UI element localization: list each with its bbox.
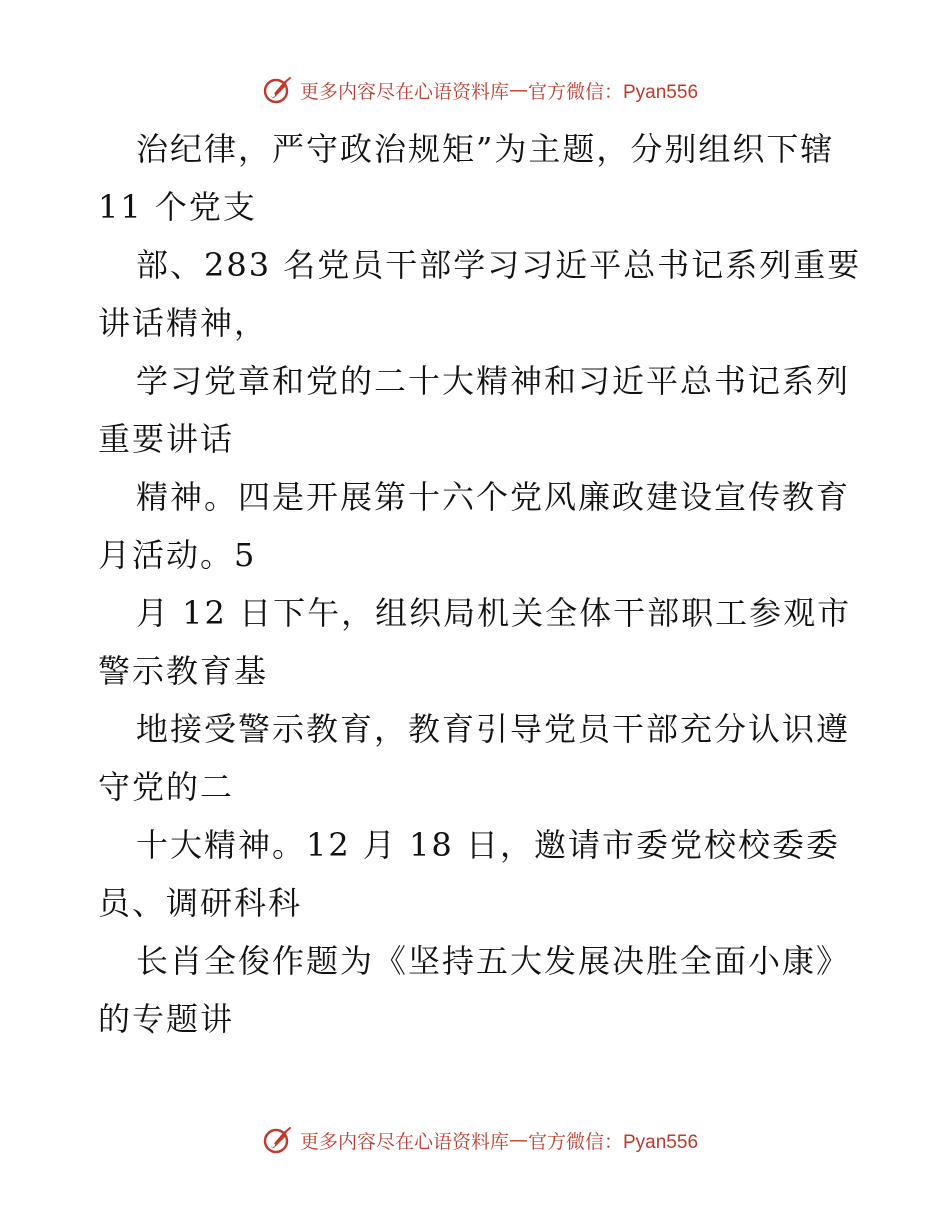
- body-line-16: 的专题讲: [98, 1000, 235, 1038]
- footer-banner-content: [262, 1124, 698, 1156]
- header-site-text: 更多内容尽在心语资料库: [299, 80, 509, 103]
- footer-separator: —: [509, 1129, 528, 1151]
- pen-nib-logo-icon: [262, 74, 294, 106]
- body-line-5: 学习党章和党的二十大精神和习近平总书记系列: [136, 362, 851, 400]
- body-line-2: 11 个党支: [98, 188, 257, 226]
- body-line-14: 员、调研科科: [98, 884, 303, 922]
- document-body: [98, 120, 862, 1048]
- body-line-12: 守党的二: [98, 768, 235, 806]
- body-line-7: 精神。四是开展第十六个党风廉政建设宣传教育: [136, 478, 851, 516]
- body-line-13: 十大精神。12 月 18 日，邀请市委党校校委委: [136, 826, 840, 864]
- body-line-6: 重要讲话: [98, 420, 235, 458]
- body-line-11: 地接受警示教育，教育引导党员干部充分认识遵: [136, 710, 851, 748]
- footer-wechat-text: 官方微信：Pyan556: [528, 1131, 699, 1153]
- pen-nib-logo-icon: [262, 1124, 294, 1156]
- header-separator: —: [509, 79, 528, 101]
- header-banner-content: [262, 74, 698, 106]
- footer-banner: [0, 1120, 950, 1160]
- body-line-10: 警示教育基: [98, 652, 269, 690]
- body-line-3: 部、283 名党员干部学习习近平总书记系列重要: [136, 246, 862, 284]
- body-line-1: 治纪律，严守政治规矩”为主题，分别组织下辖: [136, 130, 835, 168]
- body-line-4: 讲话精神，: [98, 304, 269, 342]
- body-line-15: 长肖全俊作题为《坚持五大发展决胜全面小康》: [136, 942, 851, 980]
- body-line-9: 月 12 日下午，组织局机关全体干部职工参观市: [136, 594, 852, 632]
- body-line-8: 月活动。5: [98, 536, 257, 574]
- footer-site-text: 更多内容尽在心语资料库: [299, 1130, 509, 1153]
- header-wechat-text: 官方微信：Pyan556: [528, 81, 699, 103]
- header-banner: [0, 70, 950, 110]
